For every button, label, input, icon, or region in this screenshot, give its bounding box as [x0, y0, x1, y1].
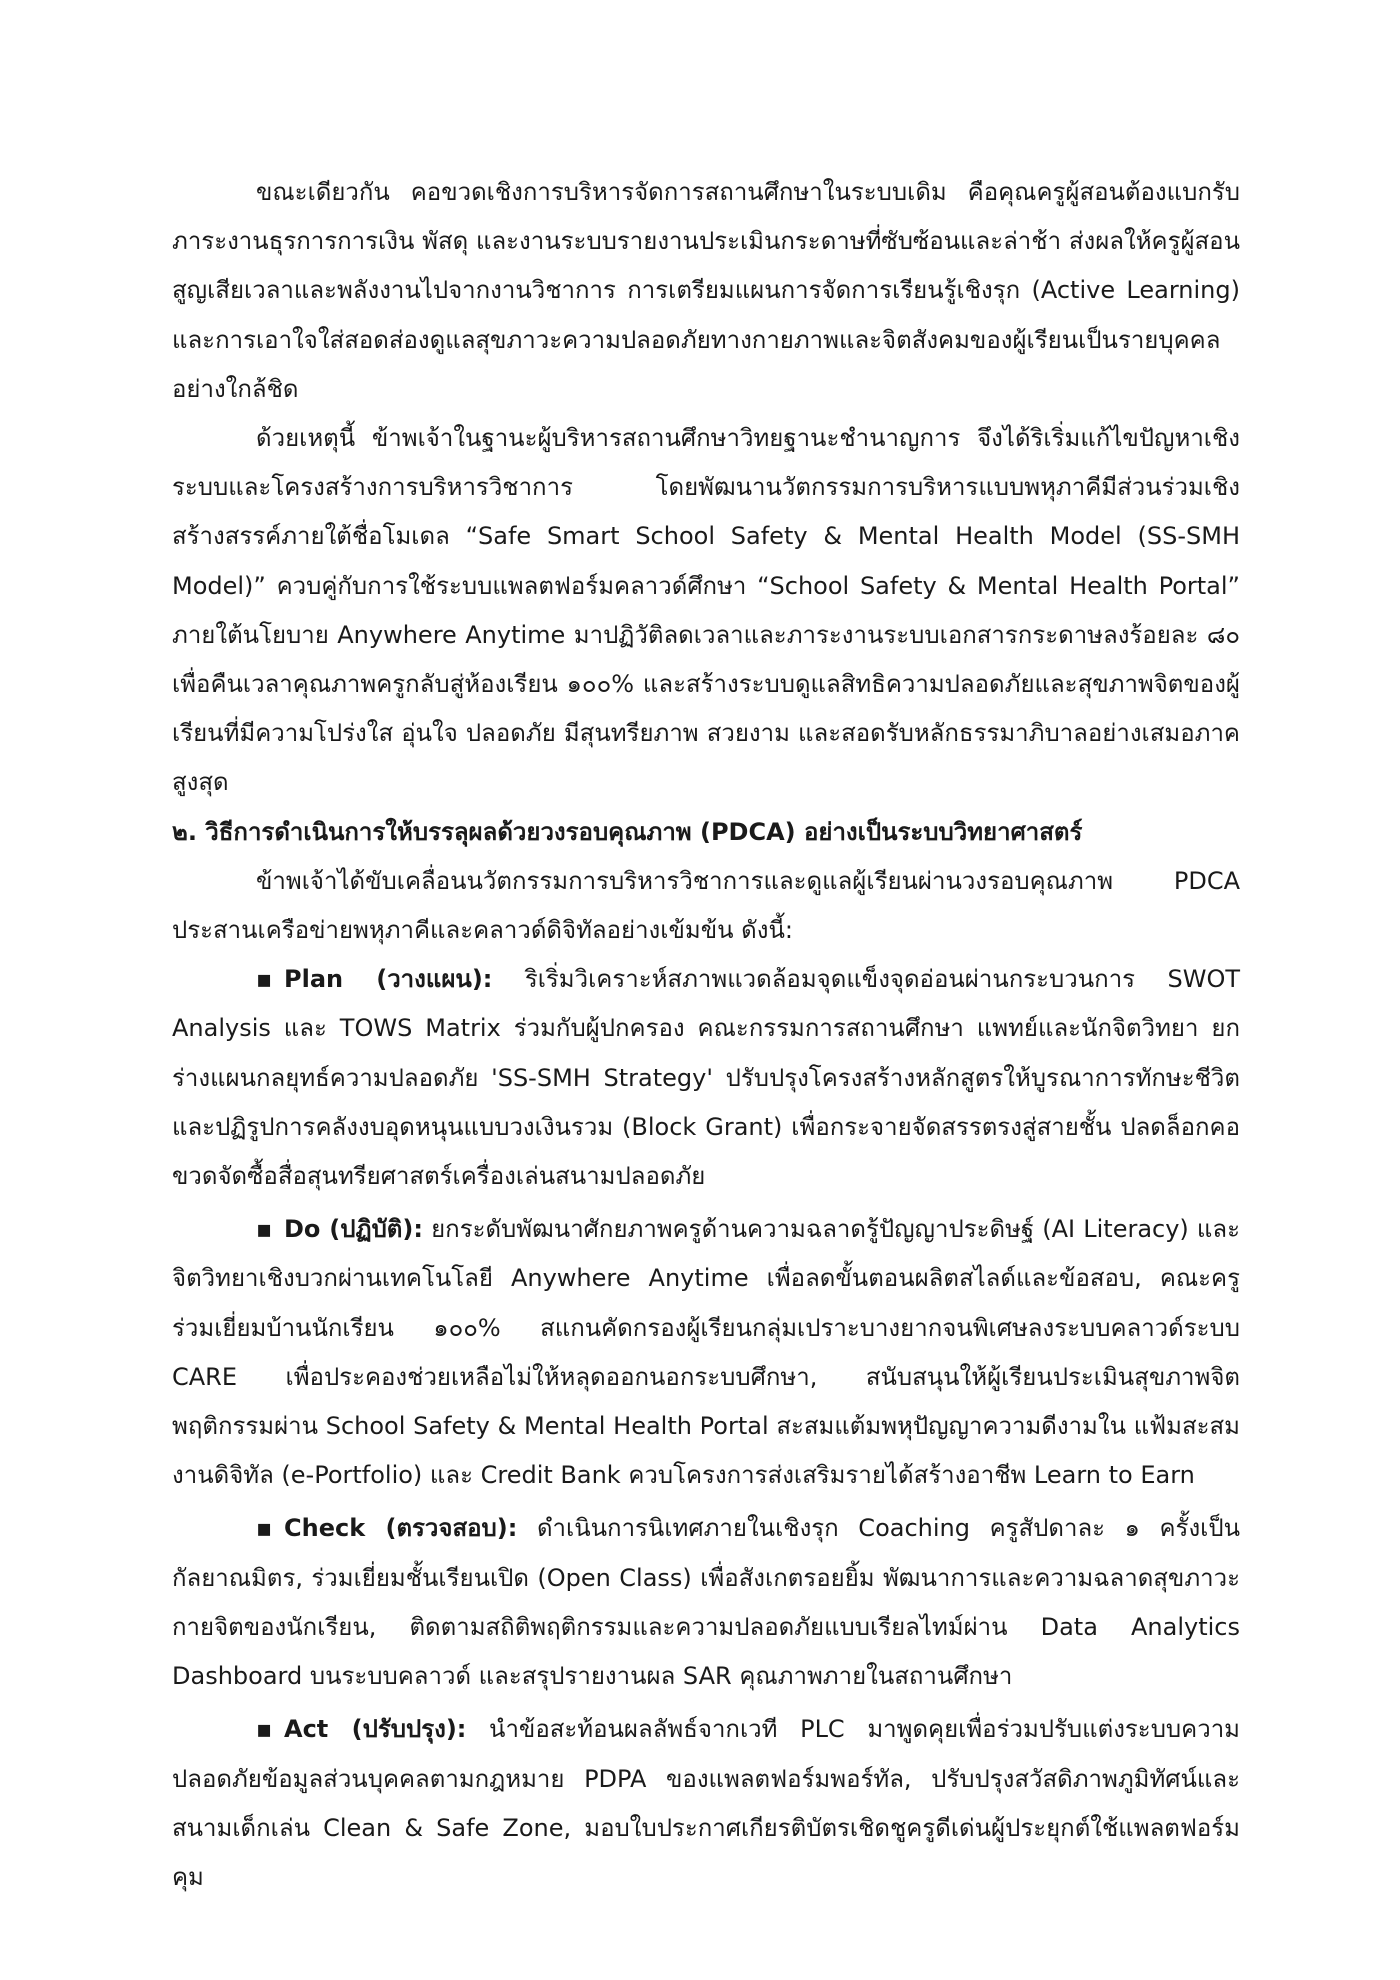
bullet-term: Do (ปฏิบัติ):	[284, 1215, 423, 1244]
section-heading-pdca: ๒. วิธีการดำเนินการให้บรรลุผลด้วยวงรอบคุณภาพ (PDCA) อย่างเป็นระบบวิทยาศาสตร์	[172, 817, 1083, 846]
bullet-plan	[172, 955, 1240, 1201]
bullet-text: ริเริ่มวิเคราะห์สภาพแวดล้อมจุดแข็งจุดอ่อนผ่านกระบวนการ SWOT Analysis และ TOWS Matrix ร่วมกับผู้ปกครอง คณะกรรมการสถานศึกษา แพทย์และนักจิตวิทยา ยกร่างแผนกลยุทธ์ความปลอดภัย 'SS-SMH Strategy' ปรับปรุงโครงสร้างหลักสูตรให้บูรณาการทักษะชีวิต และปฏิรูปการคลังงบอุดหนุนแบบวงเงินรวม (Block Grant) เพื่อกระจายจัดสรรตรงสู่สายชั้น ปลดล็อกคอขวดจัดซื้อสื่อสุนทรียศาสตร์เครื่องเล่นสนามปลอดภัย	[172, 965, 1240, 1191]
paragraph-pdca-intro: ข้าพเจ้าได้ขับเคลื่อนนวัตกรรมการบริหารวิชาการและดูแลผู้เรียนผ่านวงรอบคุณภาพ PDCA ประสานเครือข่ายพหุภาคีและคลาวด์ดิจิทัลอย่างเข้มข้น ดังนี้:	[172, 866, 1240, 945]
bullet-term: Act (ปรับปรุง):	[284, 1715, 467, 1744]
bullet-text: ดำเนินการนิเทศภายในเชิงรุก Coaching ครูสัปดาละ ๑ ครั้งเป็นกัลยาณมิตร, ร่วมเยี่ยมชั้นเรียนเปิด (Open Class) เพื่อสังเกตรอยยิ้ม พัฒนาการและความฉลาดสุขภาวะกายจิตของนักเรียน, ติดตามสถิติพฤติกรรมและความปลอดภัยแบบเรียลไทม์ผ่าน Data Analytics Dashboard บนระบบคลาวด์ และสรุปรายงานผล SAR คุณภาพภายในสถานศึกษา	[172, 1514, 1240, 1691]
bullet-term: Check (ตรวจสอบ):	[284, 1514, 518, 1543]
bullet-do	[172, 1205, 1240, 1500]
bullet-square-icon: ▪	[256, 1514, 273, 1543]
bullet-square-icon: ▪	[256, 965, 273, 994]
bullet-square-icon: ▪	[256, 1215, 273, 1244]
document-page	[172, 168, 1240, 1902]
bullet-check	[172, 1504, 1240, 1701]
paragraph-rationale: ด้วยเหตุนี้ ข้าพเจ้าในฐานะผู้บริหารสถานศึกษาวิทยฐานะชำนาญการ จึงได้ริเริ่มแก้ไขปัญหาเชิงระบบและโครงสร้างการบริหารวิชาการ โดยพัฒนานวัตกรรมการบริหารแบบพหุภาคีมีส่วนร่วมเชิงสร้างสรรค์ภายใต้ชื่อโมเดล “Safe Smart School Safety & Mental Health Model (SS-SMH Model)” ควบคู่กับการใช้ระบบแพลตฟอร์มคลาวด์ศึกษา “School Safety & Mental Health Portal” ภายใต้นโยบาย Anywhere Anytime มาปฏิวัติลดเวลาและภาระงานระบบเอกสารกระดาษลงร้อยละ ๘๐ เพื่อคืนเวลาคุณภาพครูกลับสู่ห้องเรียน ๑๐๐% และสร้างระบบดูแลสิทธิความปลอดภัยและสุขภาพจิตของผู้เรียนที่มีความโปร่งใส อุ่นใจ ปลอดภัย มีสุนทรียภาพ สวยงาม และสอดรับหลักธรรมาภิบาลอย่างเสมอภาคสูงสุด	[172, 424, 1240, 797]
bullet-act	[172, 1705, 1240, 1902]
paragraph-bottleneck: ขณะเดียวกัน คอขวดเชิงการบริหารจัดการสถานศึกษาในระบบเดิม คือคุณครูผู้สอนต้องแบกรับภาระงานธุรการการเงิน พัสดุ และงานระบบรายงานประเมินกระดาษที่ซับซ้อนและล่าช้า ส่งผลให้ครูผู้สอนสูญเสียเวลาและพลังงานไปจากงานวิชาการ การเตรียมแผนการจัดการเรียนรู้เชิงรุก (Active Learning) และการเอาใจใส่สอดส่องดูแลสุขภาวะความปลอดภัยทางกายภาพและจิตสังคมของผู้เรียนเป็นรายบุคคลอย่างใกล้ชิด	[172, 178, 1240, 403]
bullet-text: นำข้อสะท้อนผลลัพธ์จากเวที PLC มาพูดคุยเพื่อร่วมปรับแต่งระบบความปลอดภัยข้อมูลส่วนบุคคลตามกฎหมาย PDPA ของแพลตฟอร์มพอร์ทัล, ปรับปรุงสวัสดิภาพภูมิทัศน์และสนามเด็กเล่น Clean & Safe Zone, มอบใบประกาศเกียรติบัตรเชิดชูครูดีเด่นผู้ประยุกต์ใช้แพลตฟอร์มคุม	[172, 1715, 1240, 1891]
bullet-text: ยกระดับพัฒนาศักยภาพครูด้านความฉลาดรู้ปัญญาประดิษฐ์ (AI Literacy) และจิตวิทยาเชิงบวกผ่านเทคโนโลยี Anywhere Anytime เพื่อลดขั้นตอนผลิตสไลด์และข้อสอบ, คณะครูร่วมเยี่ยมบ้านนักเรียน ๑๐๐% สแกนคัดกรองผู้เรียนกลุ่มเปราะบางยากจนพิเศษลงระบบคลาวด์ระบบ CARE เพื่อประคองช่วยเหลือไม่ให้หลุดออกนอกระบบศึกษา, สนับสนุนให้ผู้เรียนประเมินสุขภาพจิตพฤติกรรมผ่าน School Safety & Mental Health Portal สะสมแต้มพหุปัญญาความดีงามใน แฟ้มสะสมงานดิจิทัล (e-Portfolio) และ Credit Bank ควบโครงการส่งเสริมรายได้สร้างอาชีพ Learn to Earn	[172, 1215, 1240, 1490]
bullet-square-icon: ▪	[256, 1715, 273, 1744]
bullet-term: Plan (วางแผน):	[284, 965, 493, 994]
